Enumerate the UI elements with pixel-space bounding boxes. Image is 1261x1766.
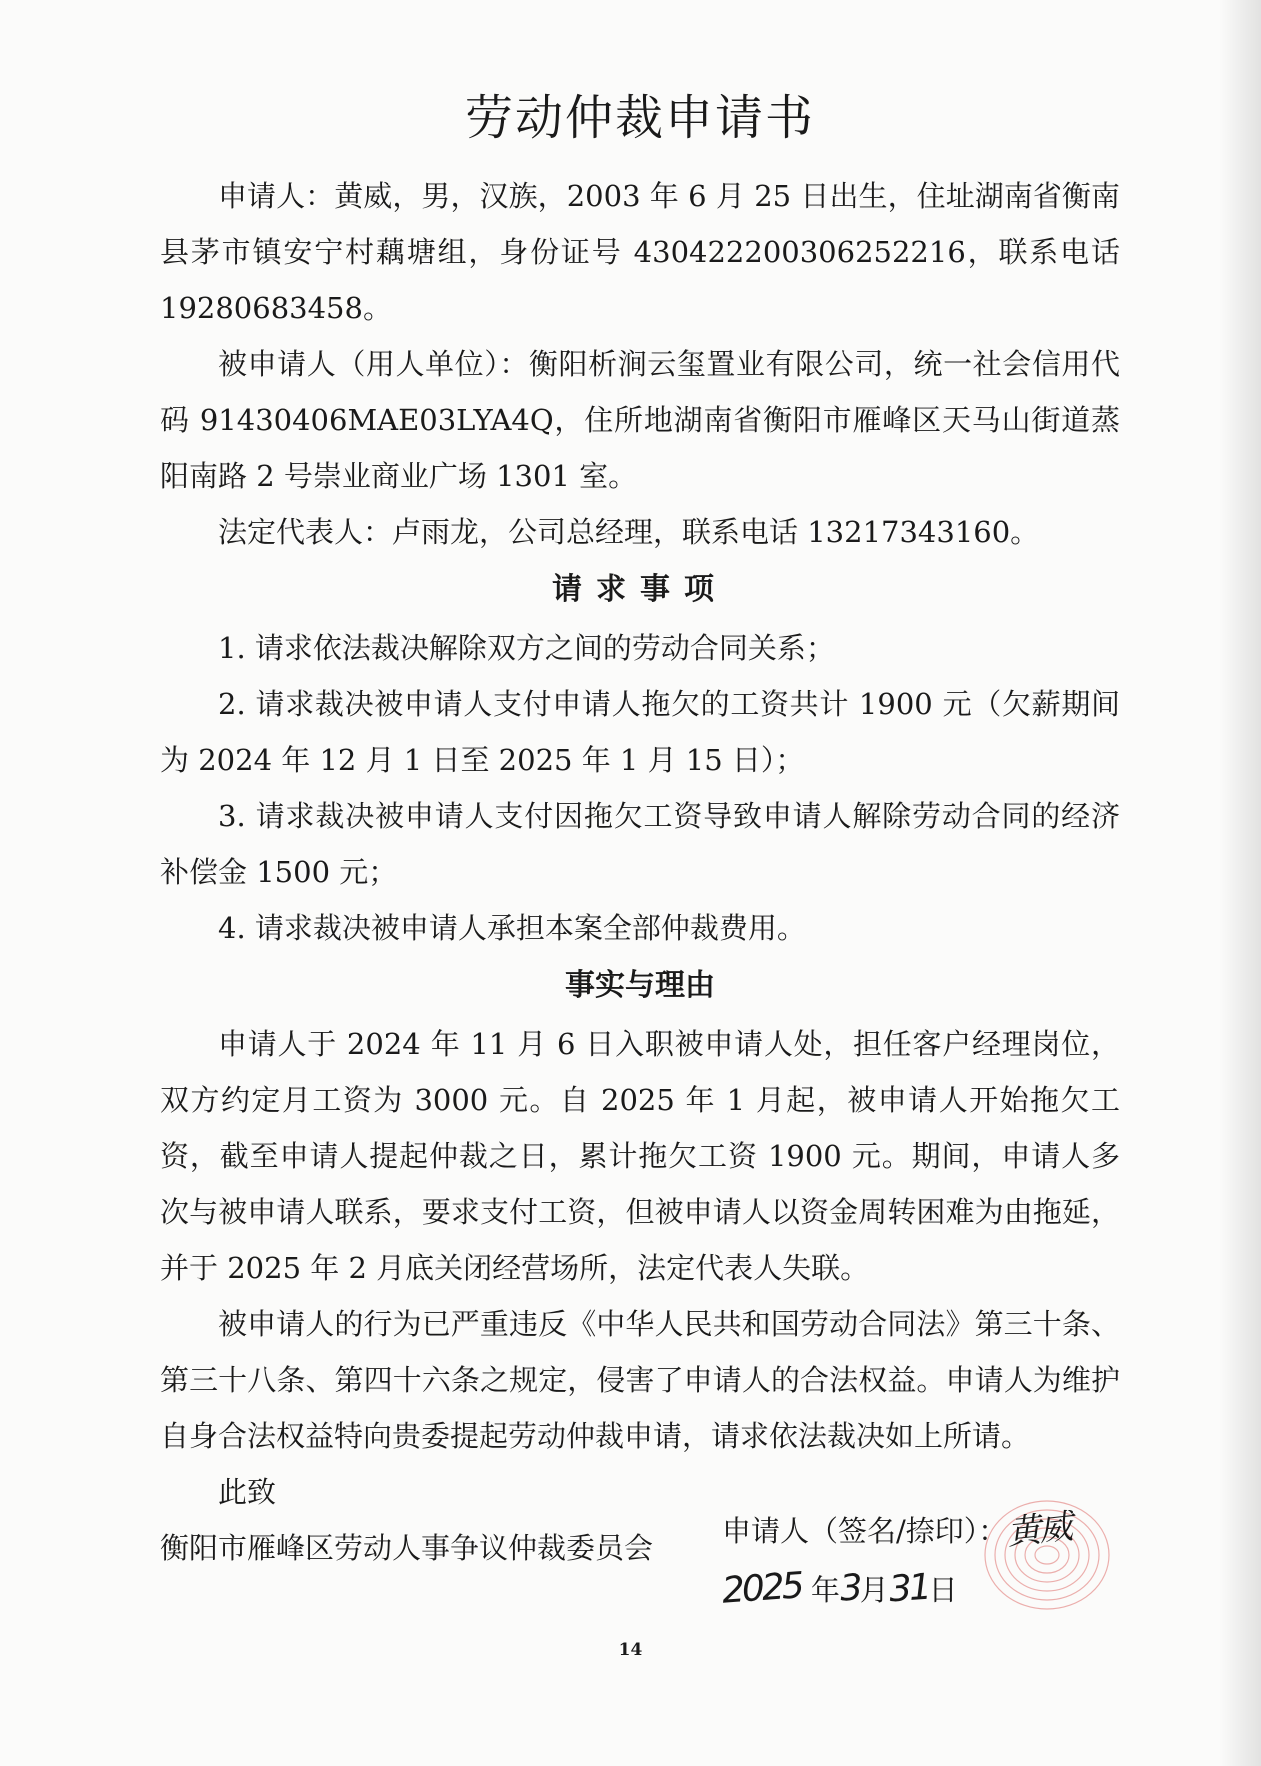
facts-heading: 事实与理由 (565, 968, 715, 1003)
claim-item-3: 3. 请求裁决被申请人支付因拖欠工资导致申请人解除劳动合同的经济补偿金 1500 元； (160, 799, 1120, 889)
page-number: 14 (618, 1640, 643, 1660)
date-day: 31 (887, 1566, 930, 1611)
respondent-info: 被申请人（用人单位）：衡阳析涧云玺置业有限公司，统一社会信用代码 91430406MAE03LYA4Q，住所地湖南省衡阳市雁峰区天马山街道蒸阳南路 2 号崇业商业广场 1301 室。 (160, 347, 1120, 493)
facts-paragraph-2: 被申请人的行为已严重违反《中华人民共和国劳动合同法》第三十条、第三十八条、第四十六条之规定，侵害了申请人的合法权益。申请人为维护自身合法权益特向贵委提起劳动仲裁申请，请求依法裁决如上所请。 (160, 1307, 1120, 1453)
signature-line (722, 1502, 1142, 1559)
claims-heading: 请求事项 (552, 572, 728, 607)
claim-item-2: 2. 请求裁决被申请人支付申请人拖欠的工资共计 1900 元（欠薪期间为 2024 年 12 月 1 日至 2025 年 1 月 15 日）； (160, 687, 1120, 777)
date-month: 3 (838, 1567, 862, 1610)
facts-paragraph-1: 申请人于 2024 年 11 月 6 日入职被申请人处，担任客户经理岗位，双方约定月工资为 3000 元。自 2025 年 1 月起，被申请人开始拖欠工资，截至申请人提起仲裁之日，累计拖欠工资 1900 元。期间，申请人多次与被申请人联系，要求支付工资，但被申请人以资金周转困难为由拖延，并于 2025 年 2 月底关闭经营场所，法定代表人失联。 (160, 1027, 1120, 1285)
document-body (160, 78, 1120, 1576)
recipient: 衡阳市雁峰区劳动人事争议仲裁委员会 (160, 1531, 654, 1565)
date-year: 2025 (720, 1565, 803, 1612)
document-title: 劳动仲裁申请书 (464, 90, 815, 146)
salutation: 此致 (218, 1475, 277, 1509)
signature-label: 申请人（签名/捺印）： (722, 1514, 1008, 1548)
handwritten-signature: 黄威 (1005, 1506, 1074, 1554)
date-month-unit: 月 (859, 1573, 889, 1607)
date-year-unit: 年 (810, 1573, 840, 1607)
claim-item-1: 1. 请求依法裁决解除双方之间的劳动合同关系； (218, 631, 835, 665)
claim-item-4: 4. 请求裁决被申请人承担本案全部仲裁费用。 (218, 911, 806, 945)
page-edge-shadow (1219, 0, 1261, 1766)
legal-representative-info: 法定代表人：卢雨龙，公司总经理，联系电话 13217343160。 (218, 515, 1040, 549)
applicant-info: 申请人：黄威，男，汉族，2003 年 6 月 25 日出生，住址湖南省衡南县茅市镇安宁村藕塘组，身份证号 430422200306252216，联系电话 19280683458。 (160, 179, 1120, 325)
signature-block (722, 1502, 1142, 1620)
date-day-unit: 日 (928, 1573, 958, 1607)
